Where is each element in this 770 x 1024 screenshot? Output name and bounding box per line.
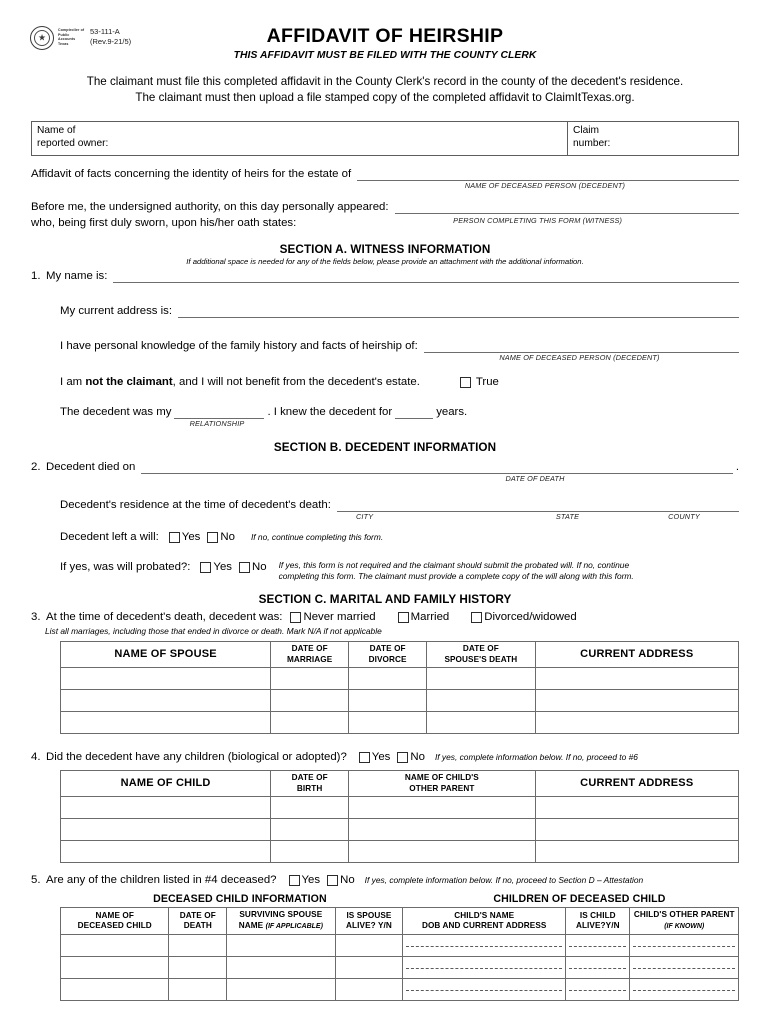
child-col-address-line1: CURRENT ADDRESS: [580, 776, 694, 789]
page-title: AFFIDAVIT OF HEIRSHIP: [266, 25, 504, 47]
probate-row: [0, 544, 770, 582]
dc-col-surviving-spouse-line2: NAME: [238, 920, 266, 930]
claim-number-label-line2: number:: [573, 137, 611, 149]
dc-col-dod: [169, 908, 227, 935]
date-of-death-input[interactable]: [141, 460, 733, 474]
cell[interactable]: [535, 841, 738, 863]
q1-number: 1.: [31, 270, 41, 282]
witness-caption: PERSON COMPLETING THIS FORM (WITNESS): [453, 216, 623, 225]
cell[interactable]: [349, 712, 427, 734]
witness-name-row: [0, 266, 770, 283]
child-col-name-line1: NAME OF CHILD: [120, 776, 211, 789]
child-col-other-parent: [349, 771, 535, 797]
child-table: [60, 770, 739, 863]
cell-dashed[interactable]: [566, 979, 630, 1001]
section-a-note: If additional space is needed for any of the fields below, please provide an attachment with the additional information.: [186, 257, 584, 266]
dc-col-name-line2: DECEASED CHILD: [77, 921, 152, 930]
relationship-input[interactable]: [174, 406, 264, 419]
table-row[interactable]: [61, 841, 739, 863]
section-b-heading: SECTION B. DECEDENT INFORMATION: [273, 441, 497, 454]
children-yes-checkbox[interactable]: [359, 752, 370, 763]
not-claimant-label: [60, 375, 420, 389]
deceased-children-yes-checkbox[interactable]: [289, 875, 300, 886]
form-revision-value: (Rev.9-21/5): [90, 36, 132, 46]
dc-col-child-other-parent-line1: CHILD'S OTHER PARENT: [633, 910, 735, 919]
will-yes-label: Yes: [181, 531, 201, 543]
cell[interactable]: [227, 935, 335, 957]
q1-label: My name is:: [46, 270, 108, 282]
probate-label: If yes, was will probated?:: [60, 561, 191, 573]
spouse-table: [60, 641, 739, 734]
cell[interactable]: [61, 668, 271, 690]
q3-note: List all marriages, including those that ended in divorce or death. Mark N/A if not applicable: [45, 626, 382, 636]
cell[interactable]: [535, 690, 738, 712]
q5-label: Are any of the children listed in #4 deceased?: [46, 874, 277, 886]
date-of-death-caption: DATE OF DEATH: [505, 474, 565, 483]
spouse-table-body: [61, 668, 739, 734]
children-yes-label: Yes: [371, 751, 391, 763]
residence-label: Decedent's residence at the time of decedent's death:: [60, 499, 331, 511]
deceased-children-question-row: [0, 863, 770, 887]
residence-state-caption: STATE: [555, 512, 580, 521]
divorced-widowed-label: Divorced/widowed: [484, 611, 577, 623]
dc-col-spouse-alive-line2: ALIVE? Y/N: [346, 921, 392, 930]
table-row[interactable]: [61, 979, 739, 1001]
child-table-header-row: [61, 771, 739, 797]
child-col-other-parent-line2: OTHER PARENT: [409, 783, 475, 793]
spouse-col-divorce-line1: DATE OF: [369, 644, 406, 653]
q4-note: If yes, complete information below. If no, proceed to #6: [434, 751, 638, 762]
relationship-row: [0, 389, 770, 419]
not-claimant-bold: not the claimant: [85, 376, 173, 388]
intro-line-2: The claimant must then upload a file stamped copy of the completed affidavit to ClaimItTexas.org.: [135, 91, 635, 104]
spouse-col-name-line1: NAME OF SPOUSE: [114, 647, 217, 660]
cell[interactable]: [271, 819, 349, 841]
reported-owner-box: [31, 121, 739, 156]
will-no-checkbox[interactable]: [207, 532, 218, 543]
child-col-dob: [271, 771, 349, 797]
not-claimant-row: [0, 362, 770, 389]
table-row[interactable]: [61, 690, 739, 712]
cell[interactable]: [227, 957, 335, 979]
form-number-value: 53-111-A: [90, 27, 120, 36]
residence-county-caption: COUNTY: [668, 512, 700, 521]
heirship-knowledge-caption: NAME OF DECEASED PERSON (DECEDENT): [499, 353, 660, 362]
never-married-checkbox[interactable]: [290, 612, 301, 623]
probate-yes-checkbox[interactable]: [200, 562, 211, 573]
cell[interactable]: [349, 668, 427, 690]
cell[interactable]: [535, 712, 738, 734]
child-col-dob-line1: DATE OF: [291, 773, 328, 782]
section-a-heading: SECTION A. WITNESS INFORMATION: [279, 243, 491, 256]
cell[interactable]: [61, 957, 169, 979]
dc-col-spouse-alive-line1: IS SPOUSE: [346, 910, 392, 920]
q2-period: .: [735, 461, 739, 473]
estate-of-caption: NAME OF DECEASED PERSON (DECEDENT): [464, 181, 626, 190]
reported-owner-field[interactable]: [32, 122, 568, 155]
will-note: If no, continue completing this form.: [250, 531, 384, 542]
q5-note: If yes, complete information below. If no, proceed to Section D – Attestation: [364, 874, 644, 885]
cell[interactable]: [427, 712, 535, 734]
cell[interactable]: [61, 819, 271, 841]
cell-dashed[interactable]: [630, 935, 739, 957]
child-col-name: [61, 771, 271, 797]
cell[interactable]: [61, 979, 169, 1001]
cell[interactable]: [349, 819, 535, 841]
cell[interactable]: [61, 712, 271, 734]
cell[interactable]: [271, 668, 349, 690]
cell-dashed[interactable]: [403, 935, 566, 957]
cell[interactable]: [535, 797, 738, 819]
spouse-col-divorce: [349, 642, 427, 668]
intro-line-1: The claimant must file this completed affidavit in the County Clerk's record in the county of the decedent's residence.: [86, 75, 684, 88]
dc-col-child-other-parent: [630, 908, 739, 935]
spouse-col-divorce-line2: DIVORCE: [368, 654, 407, 664]
children-question-row: [0, 734, 770, 764]
probate-no-checkbox[interactable]: [239, 562, 250, 573]
dc-col-name-line1: NAME OF: [95, 910, 134, 920]
dc-col-surviving-spouse-line1: SURVIVING SPOUSE: [239, 910, 323, 919]
child-col-dob-line2: BIRTH: [296, 783, 323, 793]
deceased-child-table: [60, 907, 739, 1001]
reported-owner-label-line1: Name of: [37, 125, 76, 136]
heirship-knowledge-input[interactable]: [424, 339, 739, 353]
witness-name-input[interactable]: [113, 269, 739, 283]
will-row: [0, 521, 770, 544]
cell-dashed[interactable]: [403, 979, 566, 1001]
cell[interactable]: [61, 935, 169, 957]
table-row[interactable]: [61, 797, 739, 819]
cell[interactable]: [271, 690, 349, 712]
cell[interactable]: [169, 979, 227, 1001]
q3-number: 3.: [31, 611, 41, 623]
date-of-death-row: [0, 454, 770, 474]
heirship-knowledge-label: I have personal knowledge of the family history and facts of heirship of:: [60, 340, 418, 352]
cell-dashed[interactable]: [630, 979, 739, 1001]
dc-col-child-alive: [566, 908, 630, 935]
cell[interactable]: [271, 712, 349, 734]
q2-number: 2.: [31, 461, 41, 473]
child-col-address: [535, 771, 738, 797]
not-claimant-true-label: True: [475, 376, 499, 388]
cell[interactable]: [335, 979, 403, 1001]
cell-dashed[interactable]: [403, 957, 566, 979]
will-no-label: No: [220, 531, 235, 543]
spouse-col-death-line2: SPOUSE'S DEATH: [444, 654, 518, 664]
group-heading-left: DECEASED CHILD INFORMATION: [153, 893, 327, 905]
estate-of-input[interactable]: [357, 167, 739, 181]
spouse-col-name: [61, 642, 271, 668]
deceased-table-group-headings: [0, 887, 770, 907]
dc-col-surviving-spouse-line3: (IF APPLICABLE): [265, 922, 323, 930]
table-row[interactable]: [61, 668, 739, 690]
cell-dashed[interactable]: [566, 935, 630, 957]
table-row[interactable]: [61, 957, 739, 979]
married-label: Married: [410, 611, 450, 623]
spouse-col-address: [535, 642, 738, 668]
appeared-label: Before me, the undersigned authority, on this day personally appeared:: [31, 201, 389, 213]
claim-number-label-line1: Claim: [573, 125, 600, 136]
cell[interactable]: [427, 668, 535, 690]
oath-label: who, being first duly sworn, upon his/her oath states:: [31, 217, 297, 229]
witness-address-label: My current address is:: [60, 305, 173, 317]
cell[interactable]: [227, 979, 335, 1001]
residence-row: [0, 483, 770, 512]
q4-label: Did the decedent have any children (biological or adopted)?: [46, 751, 347, 763]
spouse-col-marriage-line1: DATE OF: [291, 644, 328, 653]
child-col-other-parent-line1: NAME OF CHILD'S: [404, 773, 479, 782]
appeared-input[interactable]: [395, 200, 739, 214]
not-claimant-true-checkbox[interactable]: [460, 377, 471, 388]
group-heading-right: CHILDREN OF DECEASED CHILD: [493, 893, 666, 905]
q5-number: 5.: [31, 874, 41, 886]
dc-col-surviving-spouse: [227, 908, 335, 935]
table-row[interactable]: [61, 819, 739, 841]
cell[interactable]: [271, 797, 349, 819]
cell[interactable]: [61, 841, 271, 863]
deceased-children-yes-label: Yes: [301, 874, 321, 886]
marital-status-row: [0, 606, 770, 624]
cell[interactable]: [169, 957, 227, 979]
table-row[interactable]: [61, 712, 739, 734]
spouse-col-marriage: [271, 642, 349, 668]
dc-col-child-alive-line1: IS CHILD: [579, 910, 616, 920]
relationship-post-label: years.: [436, 406, 468, 418]
will-yes-checkbox[interactable]: [169, 532, 180, 543]
cell[interactable]: [169, 935, 227, 957]
probate-note-line2: completing this form. The claimant must provide a complete copy of the will along with this form.: [278, 571, 634, 581]
divorced-widowed-checkbox[interactable]: [471, 612, 482, 623]
never-married-label: Never married: [303, 611, 376, 623]
section-c-heading: SECTION C. MARITAL AND FAMILY HISTORY: [258, 593, 512, 606]
married-checkbox[interactable]: [398, 612, 409, 623]
dc-col-child-other-parent-line3: (IF KNOWN): [664, 922, 705, 930]
spouse-col-death: [427, 642, 535, 668]
probate-note-line1: If yes, this form is not required and the claimant should submit the probated will. If no, continue: [278, 560, 630, 570]
cell[interactable]: [271, 841, 349, 863]
witness-address-row: [0, 283, 770, 318]
dc-col-dod-line1: DATE OF: [179, 910, 216, 920]
witness-address-input[interactable]: [178, 304, 739, 318]
q3-label: At the time of decedent's death, decedent was:: [46, 611, 283, 623]
spouse-col-marriage-line2: MARRIAGE: [286, 654, 333, 664]
cell[interactable]: [349, 797, 535, 819]
spouse-col-death-line1: DATE OF: [462, 644, 499, 653]
dc-col-child-name-line1: CHILD'S NAME: [454, 910, 515, 920]
spouse-col-address-line1: CURRENT ADDRESS: [580, 647, 694, 660]
form-header: [0, 0, 770, 62]
relationship-caption: RELATIONSHIP: [189, 419, 245, 428]
cell[interactable]: [349, 841, 535, 863]
relationship-mid-label: . I knew the decedent for: [267, 406, 393, 418]
intro-paragraph: [0, 62, 770, 106]
cell[interactable]: [535, 819, 738, 841]
cell[interactable]: [427, 690, 535, 712]
page-subtitle: THIS AFFIDAVIT MUST BE FILED WITH THE COUNTY CLERK: [233, 50, 537, 61]
deceased-children-no-checkbox[interactable]: [327, 875, 338, 886]
agency-logo-block: [30, 26, 131, 50]
dc-col-name: [61, 908, 169, 935]
will-label: Decedent left a will:: [60, 531, 159, 543]
dc-col-child-name-line2: DOB AND CURRENT ADDRESS: [421, 921, 547, 930]
cell-dashed[interactable]: [630, 957, 739, 979]
cell[interactable]: [61, 690, 271, 712]
dc-col-dod-line2: DEATH: [183, 921, 212, 930]
probate-yes-label: Yes: [213, 561, 233, 573]
q4-number: 4.: [31, 751, 41, 763]
dc-col-child-alive-line2: ALIVE?Y/N: [575, 921, 620, 930]
years-known-input[interactable]: [395, 406, 433, 419]
estate-of-row: [0, 167, 770, 181]
agency-name-label: Comptroller of Public Accounts Texas: [58, 28, 85, 46]
estate-of-label: Affidavit of facts concerning the identity of heirs for the estate of: [31, 168, 352, 180]
dc-col-child-name: [403, 908, 566, 935]
child-table-body: [61, 797, 739, 863]
children-no-label: No: [410, 751, 425, 763]
form-number-label: [90, 26, 131, 46]
cell[interactable]: [335, 957, 403, 979]
table-row[interactable]: [61, 935, 739, 957]
residence-city-caption: CITY: [356, 512, 374, 521]
cell-dashed[interactable]: [566, 957, 630, 979]
deceased-child-table-body: [61, 935, 739, 1001]
cell[interactable]: [61, 797, 271, 819]
relationship-pre-label: The decedent was my: [60, 406, 172, 418]
claim-number-field[interactable]: [568, 122, 738, 155]
spouse-table-header-row: [61, 642, 739, 668]
deceased-child-table-header-row: [61, 908, 739, 935]
q2-label: Decedent died on: [46, 461, 136, 473]
texas-seal-icon: [30, 26, 54, 50]
cell[interactable]: [349, 690, 427, 712]
dc-col-spouse-alive: [335, 908, 403, 935]
residence-input[interactable]: [337, 498, 739, 512]
not-claimant-pre: I am: [60, 376, 86, 388]
not-claimant-post: , and I will not benefit from the decedent's estate.: [172, 376, 420, 388]
probate-no-label: No: [252, 561, 267, 573]
deceased-children-no-label: No: [340, 874, 355, 886]
appeared-row: [0, 200, 770, 214]
reported-owner-label-line2: reported owner:: [37, 137, 109, 149]
cell[interactable]: [535, 668, 738, 690]
heirship-knowledge-row: [0, 318, 770, 353]
cell[interactable]: [335, 935, 403, 957]
children-no-checkbox[interactable]: [397, 752, 408, 763]
